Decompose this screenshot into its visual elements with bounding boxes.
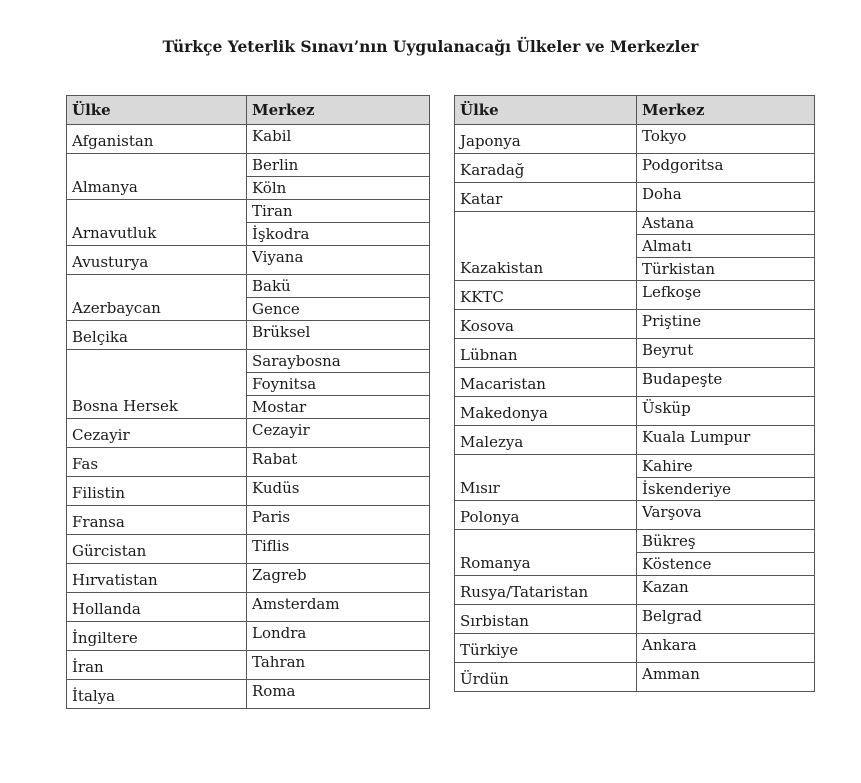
country-cell: Hırvatistan xyxy=(67,564,247,593)
table-row xyxy=(455,501,815,530)
table-row xyxy=(67,350,430,373)
center-cell: Kudüs xyxy=(247,477,430,506)
center-cell: Saraybosna xyxy=(247,350,430,373)
center-cell: Paris xyxy=(247,506,430,535)
center-cell: İskenderiye xyxy=(637,478,815,501)
center-cell: Üsküp xyxy=(637,397,815,426)
table-row xyxy=(455,397,815,426)
country-cell: Hollanda xyxy=(67,593,247,622)
table-row xyxy=(67,564,430,593)
table-row xyxy=(455,530,815,553)
country-cell: Bosna Hersek xyxy=(67,350,247,419)
center-cell: Kazan xyxy=(637,576,815,605)
table-row xyxy=(455,125,815,154)
center-cell: Kuala Lumpur xyxy=(637,426,815,455)
country-cell: Cezayir xyxy=(67,419,247,448)
center-cell: Belgrad xyxy=(637,605,815,634)
country-cell: Romanya xyxy=(455,530,637,576)
table-row xyxy=(67,321,430,350)
country-cell: KKTC xyxy=(455,281,637,310)
center-cell: Foynitsa xyxy=(247,373,430,396)
table-row xyxy=(67,651,430,680)
center-cell: Amsterdam xyxy=(247,593,430,622)
table-header-row xyxy=(455,96,815,125)
center-cell: Türkistan xyxy=(637,258,815,281)
table-row xyxy=(455,634,815,663)
center-cell: Köstence xyxy=(637,553,815,576)
center-cell: Beyrut xyxy=(637,339,815,368)
table-row xyxy=(455,576,815,605)
country-cell: Malezya xyxy=(455,426,637,455)
table-row xyxy=(67,477,430,506)
table-row xyxy=(455,455,815,478)
center-cell: Viyana xyxy=(247,246,430,275)
country-cell: Türkiye xyxy=(455,634,637,663)
country-cell: Karadağ xyxy=(455,154,637,183)
country-cell: Filistin xyxy=(67,477,247,506)
center-cell: Tiran xyxy=(247,200,430,223)
table-header-row xyxy=(67,96,430,125)
center-cell: Tahran xyxy=(247,651,430,680)
countries-table-right xyxy=(454,95,815,692)
table-body-left xyxy=(67,125,430,709)
header-center: Merkez xyxy=(247,96,430,125)
table-row xyxy=(67,680,430,709)
center-cell: Almatı xyxy=(637,235,815,258)
table-row xyxy=(67,246,430,275)
center-cell: Gence xyxy=(247,298,430,321)
center-cell: Astana xyxy=(637,212,815,235)
table-row xyxy=(455,183,815,212)
country-cell: İtalya xyxy=(67,680,247,709)
country-cell: Polonya xyxy=(455,501,637,530)
table-row xyxy=(455,605,815,634)
table-row xyxy=(455,339,815,368)
country-cell: Rusya/Tataristan xyxy=(455,576,637,605)
table-body-right xyxy=(455,125,815,692)
country-cell: İran xyxy=(67,651,247,680)
center-cell: Brüksel xyxy=(247,321,430,350)
countries-table-left xyxy=(66,95,430,709)
header-center: Merkez xyxy=(637,96,815,125)
table-row xyxy=(455,212,815,235)
center-cell: Kahire xyxy=(637,455,815,478)
center-cell: Mostar xyxy=(247,396,430,419)
header-country: Ülke xyxy=(67,96,247,125)
center-cell: Tokyo xyxy=(637,125,815,154)
country-cell: Afganistan xyxy=(67,125,247,154)
center-cell: Berlin xyxy=(247,154,430,177)
country-cell: Macaristan xyxy=(455,368,637,397)
center-cell: İşkodra xyxy=(247,223,430,246)
table-row xyxy=(67,200,430,223)
center-cell: Tiflis xyxy=(247,535,430,564)
center-cell: Doha xyxy=(637,183,815,212)
table-row xyxy=(67,535,430,564)
table-row xyxy=(67,506,430,535)
table-row xyxy=(455,663,815,692)
table-row xyxy=(67,419,430,448)
country-cell: Fransa xyxy=(67,506,247,535)
country-cell: Azerbaycan xyxy=(67,275,247,321)
table-row xyxy=(67,622,430,651)
country-cell: Katar xyxy=(455,183,637,212)
country-cell: Gürcistan xyxy=(67,535,247,564)
table-row xyxy=(67,593,430,622)
page-title: Türkçe Yeterlik Sınavı’nın Uygulanacağı Ülkeler ve Merkezler xyxy=(162,37,699,56)
country-cell: Ürdün xyxy=(455,663,637,692)
table-row xyxy=(455,154,815,183)
country-cell: Mısır xyxy=(455,455,637,501)
center-cell: Londra xyxy=(247,622,430,651)
country-cell: Avusturya xyxy=(67,246,247,275)
center-cell: Podgoritsa xyxy=(637,154,815,183)
center-cell: Roma xyxy=(247,680,430,709)
center-cell: Kabil xyxy=(247,125,430,154)
header-country: Ülke xyxy=(455,96,637,125)
country-cell: Lübnan xyxy=(455,339,637,368)
country-cell: Sırbistan xyxy=(455,605,637,634)
country-cell: İngiltere xyxy=(67,622,247,651)
center-cell: Köln xyxy=(247,177,430,200)
country-cell: Fas xyxy=(67,448,247,477)
table-row xyxy=(67,154,430,177)
center-cell: Amman xyxy=(637,663,815,692)
country-cell: Makedonya xyxy=(455,397,637,426)
country-cell: Kosova xyxy=(455,310,637,339)
center-cell: Ankara xyxy=(637,634,815,663)
center-cell: Priştine xyxy=(637,310,815,339)
table-row xyxy=(455,281,815,310)
center-cell: Zagreb xyxy=(247,564,430,593)
center-cell: Bükreş xyxy=(637,530,815,553)
table-row xyxy=(455,310,815,339)
table-row xyxy=(67,275,430,298)
center-cell: Varşova xyxy=(637,501,815,530)
table-row xyxy=(67,448,430,477)
table-row xyxy=(455,426,815,455)
table-row xyxy=(455,368,815,397)
center-cell: Rabat xyxy=(247,448,430,477)
center-cell: Lefkoşe xyxy=(637,281,815,310)
country-cell: Japonya xyxy=(455,125,637,154)
country-cell: Kazakistan xyxy=(455,212,637,281)
country-cell: Arnavutluk xyxy=(67,200,247,246)
table-row xyxy=(67,125,430,154)
country-cell: Almanya xyxy=(67,154,247,200)
center-cell: Bakü xyxy=(247,275,430,298)
country-cell: Belçika xyxy=(67,321,247,350)
center-cell: Cezayir xyxy=(247,419,430,448)
center-cell: Budapeşte xyxy=(637,368,815,397)
